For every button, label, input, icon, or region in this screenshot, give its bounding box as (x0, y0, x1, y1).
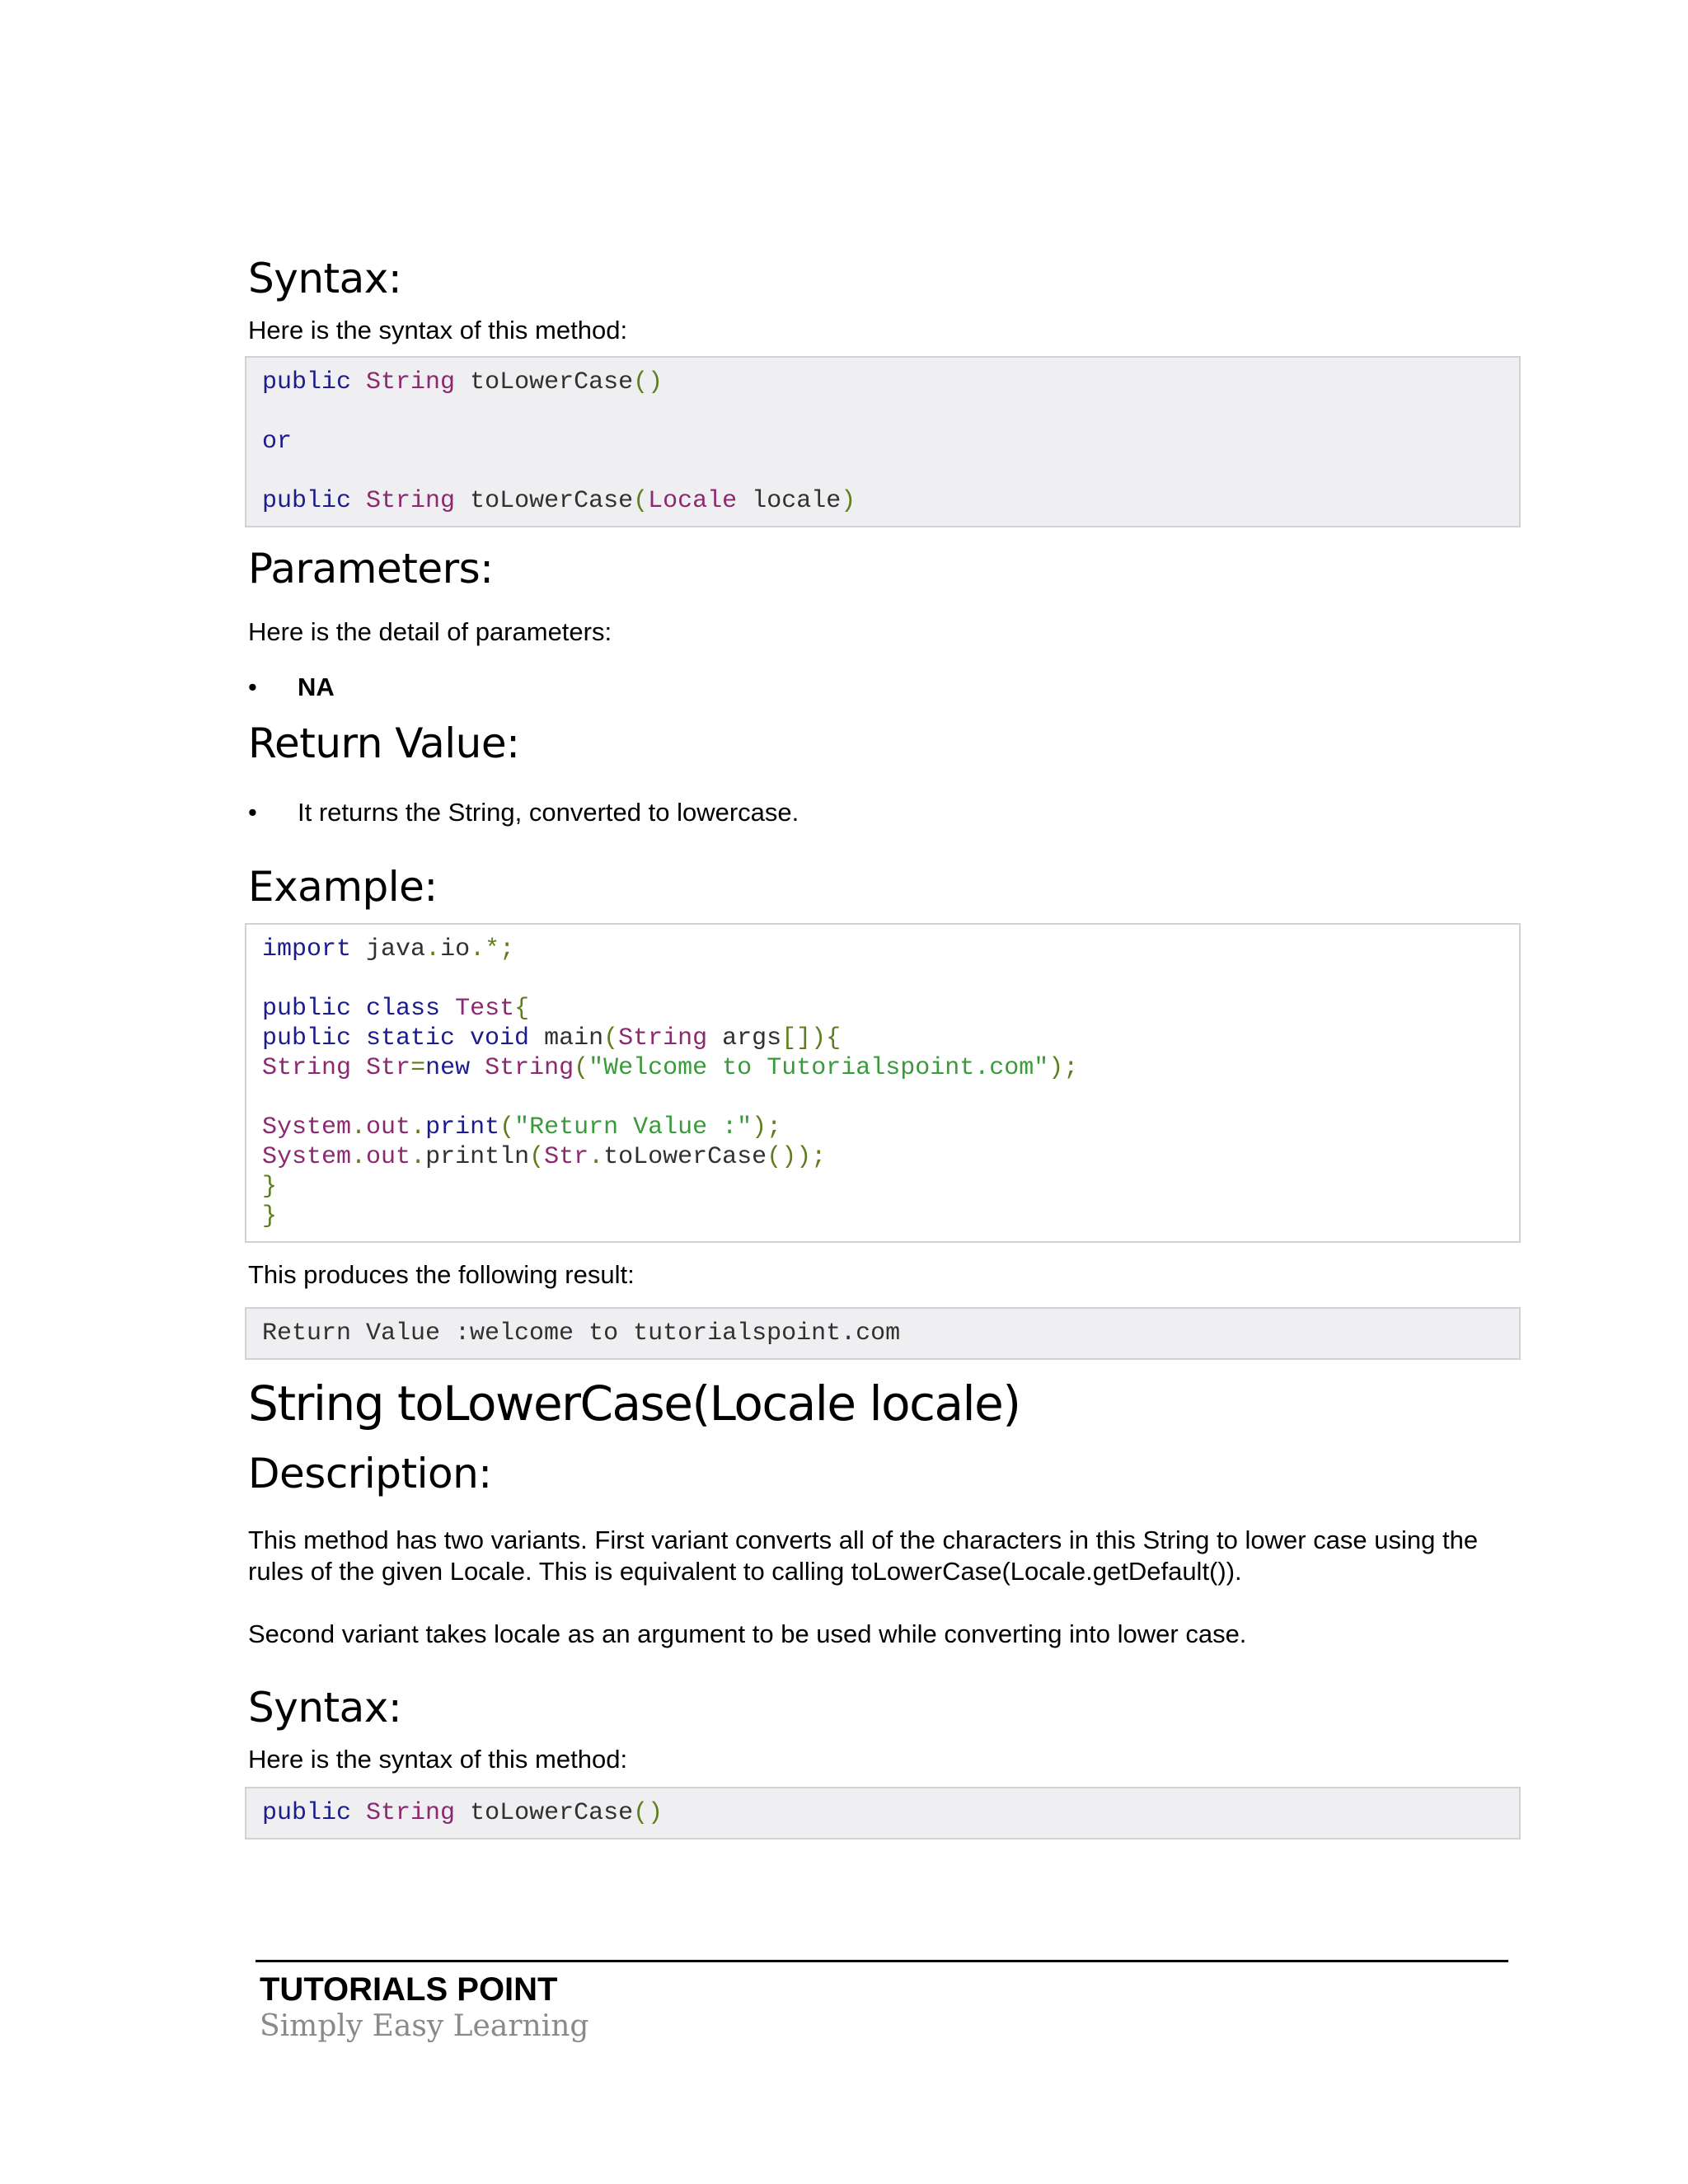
parameters-intro: Here is the detail of parameters: (248, 617, 612, 646)
bullet-icon: • (248, 673, 257, 701)
list-item (248, 796, 1522, 829)
syntax-heading: Syntax: (248, 255, 402, 302)
example-heading: Example: (248, 863, 438, 911)
example-code-block: import java.io.*; public class Test{ public static void main(String args[]){ String Str=new String("Welcome to Tutorialspoint.com"); System.out.print("Return Value :"); System.out.println(Str.toLowerCase()); } } (245, 923, 1521, 1243)
description-paragraph-1: This method has two variants. First variant converts all of the characters in this String to lower case using the rules of the given Locale. This is equivalent to calling toLowerCase(Locale.getDefault()). (248, 1526, 1479, 1586)
method-title: String toLowerCase(Locale locale) (248, 1376, 1020, 1432)
list-item (248, 671, 1522, 704)
parameters-heading: Parameters: (248, 545, 494, 593)
document-page (248, 254, 1522, 1840)
return-value-list (248, 796, 1522, 829)
description-heading: Description: (248, 1450, 492, 1497)
parameters-list (248, 671, 1522, 704)
output-text: Return Value :welcome to tutorialspoint.com (262, 1319, 901, 1347)
return-value-text: It returns the String, converted to lowercase. (298, 798, 799, 827)
parameter-na: NA (298, 673, 335, 701)
description-paragraph-2: Second variant takes locale as an argument to be used while converting into lower case. (248, 1619, 1247, 1648)
footer-tagline: Simply Easy Learning (260, 2009, 589, 2043)
page-footer (256, 1960, 1508, 2045)
return-value-heading: Return Value: (248, 719, 520, 767)
syntax-code-block-2: public String toLowerCase() (245, 1787, 1521, 1840)
syntax-intro: Here is the syntax of this method: (248, 316, 628, 344)
bullet-icon: • (248, 798, 257, 827)
result-intro: This produces the following result: (248, 1260, 635, 1289)
footer-brand: TUTORIALS POINT (260, 1971, 558, 2008)
syntax-heading-2: Syntax: (248, 1684, 402, 1732)
footer-divider (256, 1960, 1508, 1962)
syntax-code-block: public String toLowerCase() or public String toLowerCase(Locale locale) (245, 356, 1521, 527)
syntax-intro-2: Here is the syntax of this method: (248, 1745, 628, 1774)
output-block (245, 1307, 1521, 1360)
